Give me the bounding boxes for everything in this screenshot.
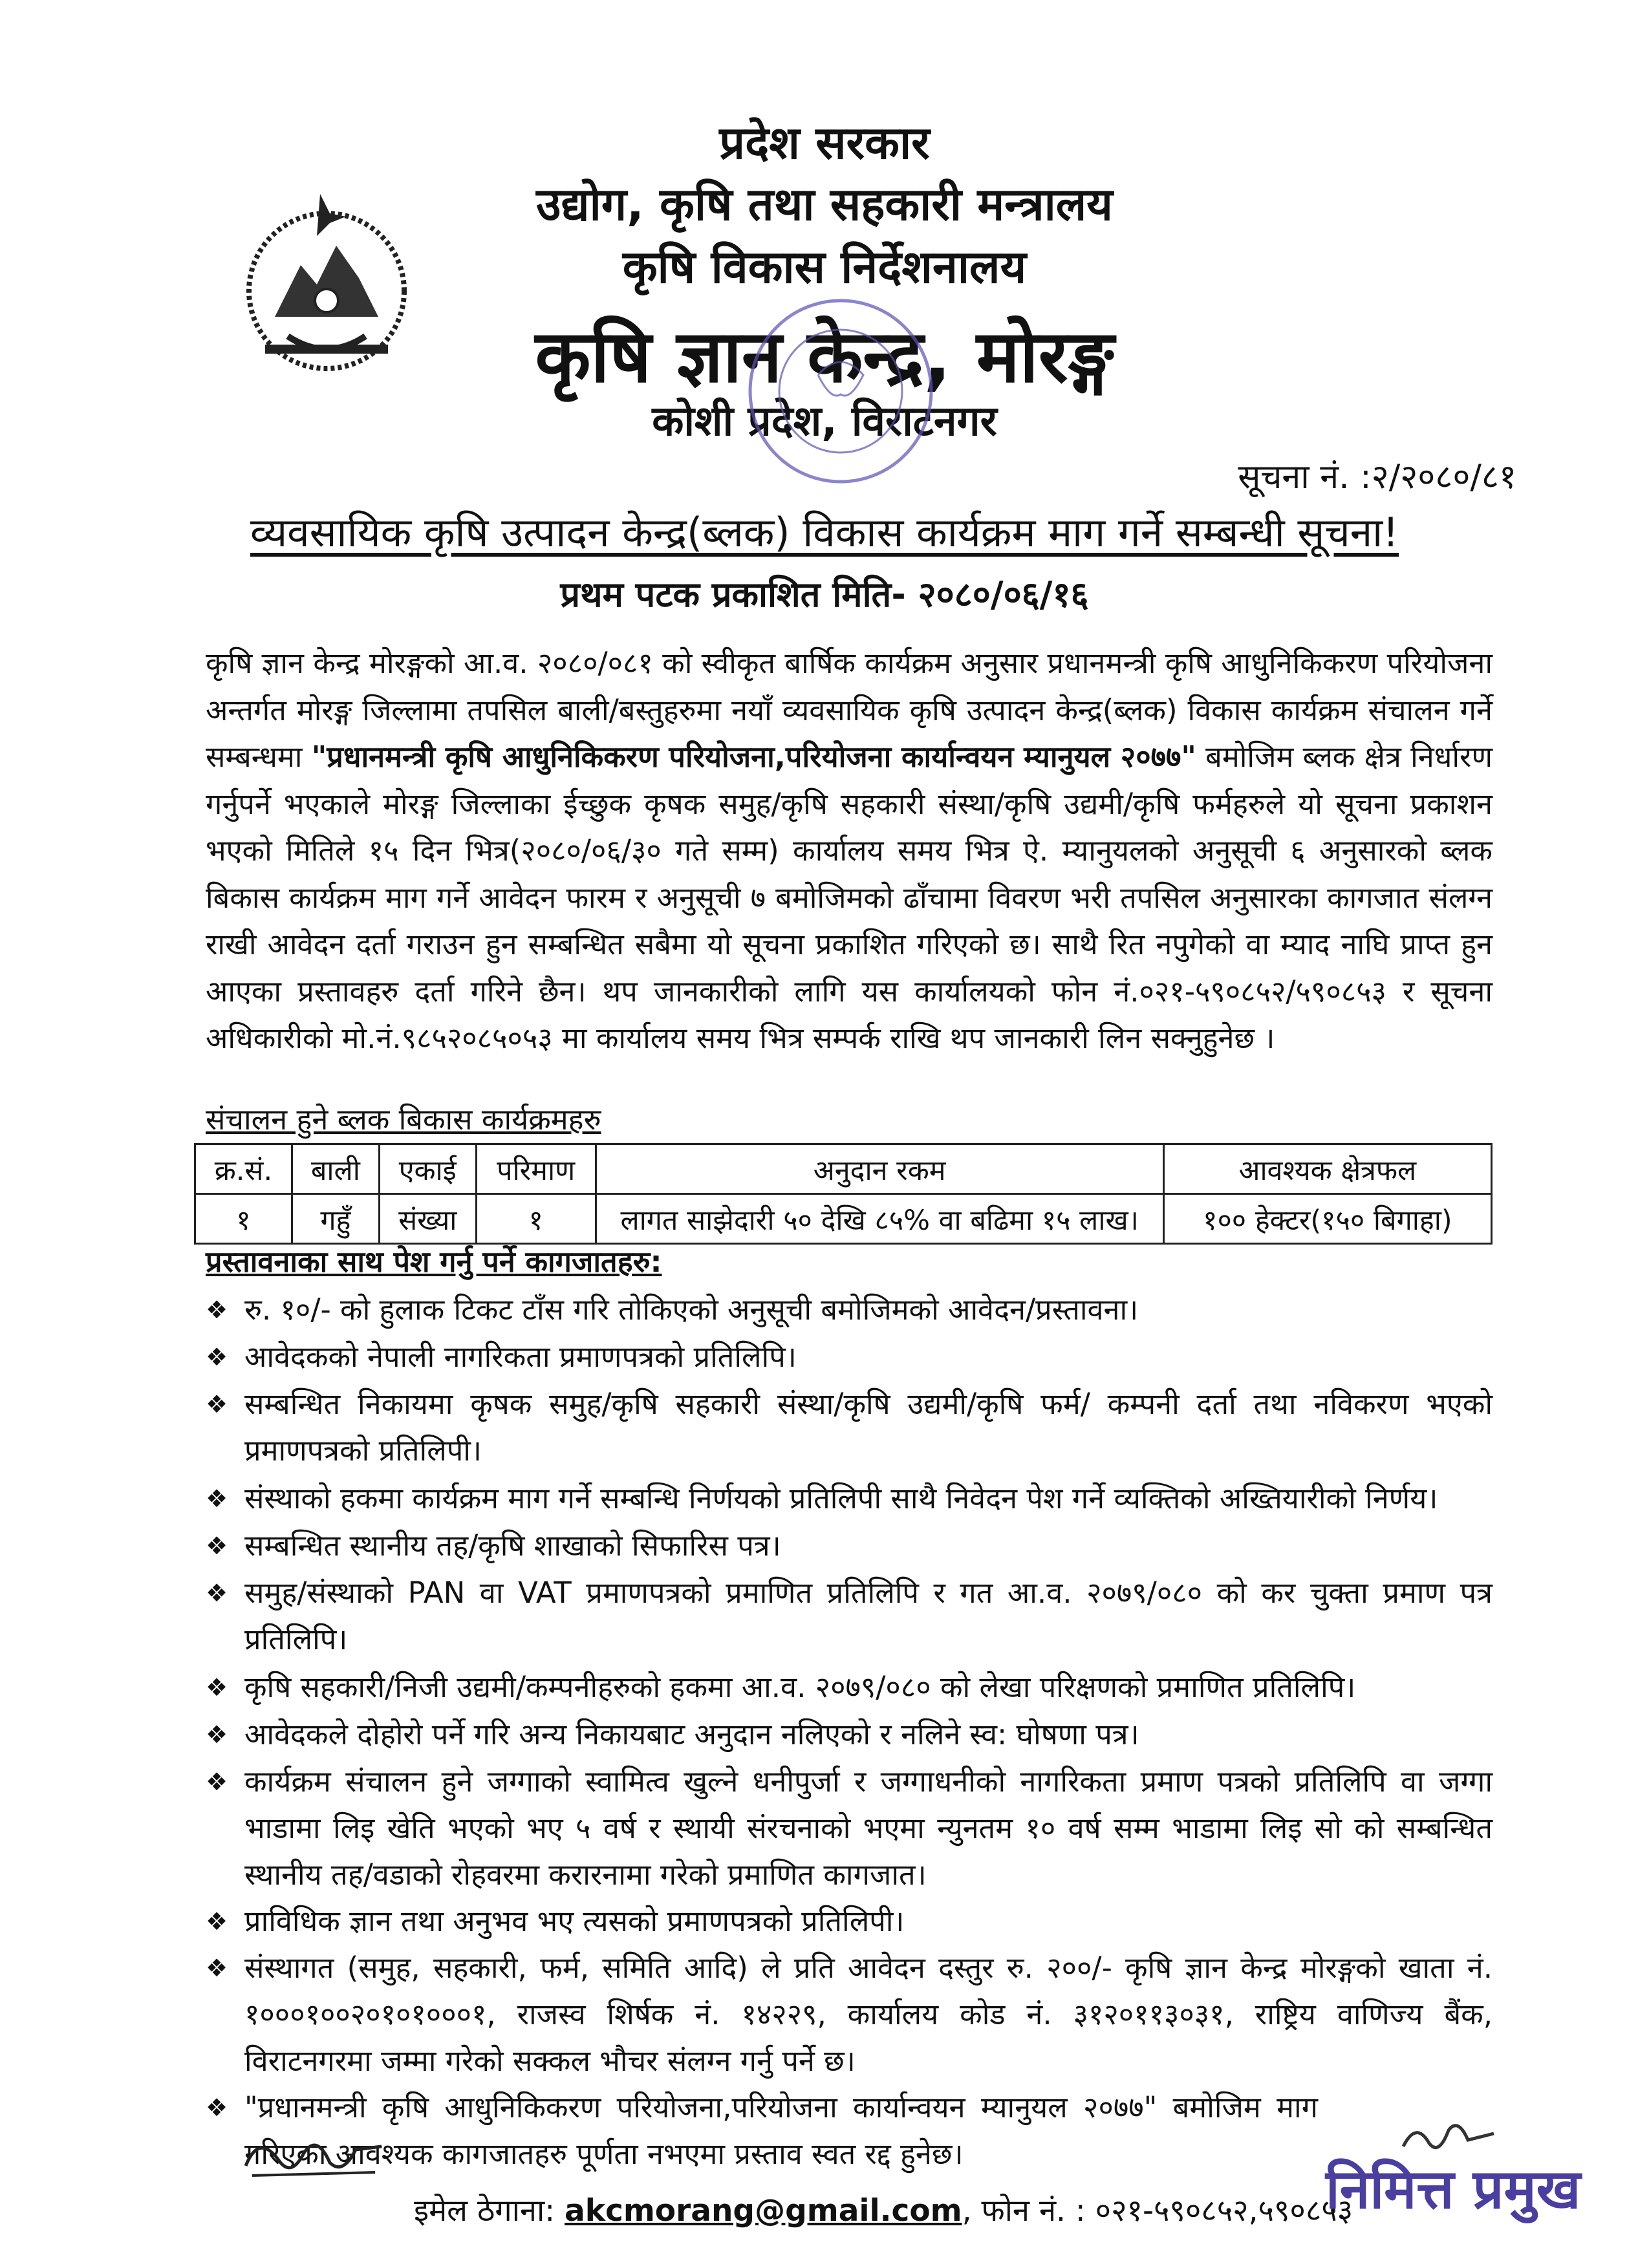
header-province: प्रदेश सरकार bbox=[719, 116, 930, 169]
cell-quantity: १ bbox=[476, 1194, 596, 1244]
phone-text: , फोन नं. : ०२१-५९०८५२,५९०८५३ bbox=[962, 2193, 1353, 2229]
col-serial: क्र.सं. bbox=[195, 1144, 292, 1194]
chief-signature-stamp bbox=[1326, 2114, 1584, 2224]
list-item: ❖ संस्थागत (समुह, सहकारी, फर्म, समिति आदि) ले प्रति आवेदन दस्तुर रु. २००/- कृषि ज्ञान केन्द्र मोरङ्गको खाता नं. १०००१००२०१०१०००१, राजस्व शिर्षक नं. १४२२९, कार्यालय कोड नं. ३१२०११३०३१, राष्ट्रिय वाणिज्य बैंक, विराटनगरमा जम्मा गरेको सक्कल भौचर संलग्न गर्नु पर्ने छ। bbox=[206, 1945, 1493, 2084]
notice-body bbox=[206, 640, 1493, 1062]
diamond-bullet-icon: ❖ bbox=[206, 1579, 228, 1607]
notice-subject: व्यवसायिक कृषि उत्पादन केन्द्र(ब्लक) विकास कार्यक्रम माग गर्ने सम्बन्धी सूचना! bbox=[250, 509, 1399, 556]
diamond-bullet-icon: ❖ bbox=[206, 1343, 228, 1371]
list-item: ❖ "प्रधानमन्त्री कृषि आधुनिकिकरण परियोजना,परियोजना कार्यान्वयन म्यानुयल २०७७" बमोजिम माग गरिएका आवश्यक कागजातहरु पूर्णता नभएमा प्रस्ताव स्वत रद्द हुनेछ। bbox=[206, 2084, 1318, 2177]
list-item: ❖ संस्थाको हकमा कार्यक्रम माग गर्ने सम्बन्धि निर्णयको प्रतिलिपी साथै निवेदन पेश गर्ने व्यक्तिको अख्तियारीको निर्णय। bbox=[206, 1475, 1493, 1522]
list-item: ❖ सम्बन्धित स्थानीय तह/कृषि शाखाको सिफारिस पत्र। bbox=[206, 1523, 1493, 1569]
list-item: ❖ समुह/संस्थाको PAN वा VAT प्रमाणपत्रको प्रमाणित प्रतिलिपि र गत आ.व. २०७९/०८० को कर चुक्ता प्रमाण पत्र प्रतिलिपि। bbox=[206, 1570, 1493, 1663]
diamond-bullet-icon: ❖ bbox=[206, 2093, 228, 2122]
cell-required-area: १०० हेक्टर(१५० बिगाहा) bbox=[1163, 1194, 1491, 1244]
table-header-row bbox=[195, 1144, 1492, 1194]
list-item: ❖ सम्बन्धित निकायमा कृषक समुह/कृषि सहकारी संस्था/कृषि उद्यमी/कृषि फर्म/ कम्पनी दर्ता तथा नविकरण भएको प्रमाणपत्रको प्रतिलिपी। bbox=[206, 1381, 1493, 1474]
cell-grant-amount: लागत साझेदारी ५० देखि ८५% वा बढिमा १५ लाख। bbox=[596, 1194, 1163, 1244]
diamond-bullet-icon: ❖ bbox=[206, 1720, 228, 1749]
diamond-bullet-icon: ❖ bbox=[206, 1954, 228, 1982]
notice-number: सूचना नं. :२/२०८०/८१ bbox=[1238, 458, 1516, 497]
col-grant-amount: अनुदान रकम bbox=[596, 1144, 1163, 1194]
header-location: कोशी प्रदेश, विराटनगर bbox=[652, 398, 997, 445]
col-quantity: परिमाण bbox=[476, 1144, 596, 1194]
diamond-bullet-icon: ❖ bbox=[206, 1532, 228, 1560]
diamond-bullet-icon: ❖ bbox=[206, 1484, 228, 1513]
table-row bbox=[195, 1194, 1492, 1244]
list-item: ❖ कार्यक्रम संचालन हुने जग्गाको स्वामित्व खुल्ने धनीपुर्जा र जग्गाधनीको नागरिकता प्रमाण पत्रको प्रतिलिपि वा जग्गा भाडामा लिइ खेति भएको भए ५ वर्ष र स्थायी संरचनाको भएमा न्युनतम १० वर्ष सम्म भाडामा लिइ सो को सम्बन्धित स्थानीय तह/वडाको रोहवरमा करारनामा गरेको प्रमाणित कागजात। bbox=[206, 1759, 1493, 1898]
cell-serial: १ bbox=[195, 1194, 292, 1244]
diamond-bullet-icon: ❖ bbox=[206, 1907, 228, 1936]
col-required-area: आवश्यक क्षेत्रफल bbox=[1163, 1144, 1491, 1194]
list-item: ❖ प्राविधिक ज्ञान तथा अनुभव भए त्यसको प्रमाणपत्रको प्रतिलिपी। bbox=[206, 1898, 1493, 1945]
cell-unit: संख्या bbox=[379, 1194, 476, 1244]
list-item: ❖ आवेदकले दोहोरो पर्ने गरि अन्य निकायबाट अनुदान नलिएको र नलिने स्व: घोषणा पत्र। bbox=[206, 1711, 1493, 1758]
documents-title: प्रस्तावनाका साथ पेश गर्नु पर्ने कागजातहरु: bbox=[206, 1245, 662, 1279]
body-manual-reference: "प्रधानमन्त्री कृषि आधुनिकिकरण परियोजना,परियोजना कार्यान्वयन म्यानुयल २०७७" bbox=[311, 740, 1196, 774]
header-directorate: कृषि विकास निर्देशनालय bbox=[622, 241, 1027, 294]
diamond-bullet-icon: ❖ bbox=[206, 1673, 228, 1702]
publication-date: प्रथम पटक प्रकाशित मिति- २०८०/०६/१६ bbox=[560, 574, 1089, 615]
list-item: ❖ रु. १०/- को हुलाक टिकट टाँस गरि तोकिएको अनुसूची बमोजिमको आवेदन/प्रस्तावना। bbox=[206, 1287, 1493, 1333]
body-part-2: बमोजिम ब्लक क्षेत्र निर्धारण गर्नुपर्ने भएकाले मोरङ्ग जिल्लाका ईच्छुक कृषक समुह/कृषि सहकारी संस्था/कृषि उद्यमी/कृषि फर्महरुले यो सूचना प्रकाशन भएको मितिले १५ दिन भित्र(२०८०/०६/३० गते सम्म) कार्यालय समय भित्र ऐ. म्यानुयलको अनुसूची ६ अनुसारको ब्लक बिकास कार्यक्रम माग गर्ने आवेदन फारम र अनुसूची ७ बमोजिमको ढाँचामा विवरण भरी तपसिल अनुसारका कागजात संलग्न राखी आवेदन दर्ता गराउन हुन सम्बन्धित सबैमा यो सूचना प्रकाशित गरिएको छ। साथै रित नपुगेको वा म्याद नाघि प्राप्त हुन आएका प्रस्तावहरु दर्ता गरिने छैन। थप जानकारीको लागि यस कार्यालयको फोन नं.०२१-५९०८५२/५९०८५३ र सूचना अधिकारीको मो.नं.९८५२०८५०५३ मा कार्यालय समय भित्र सम्पर्क राखि थप जानकारी लिन सक्नुहुनेछ । bbox=[206, 740, 1493, 1055]
email-link[interactable]: akcmorang@gmail.com bbox=[564, 2193, 962, 2229]
list-item: ❖ आवेदकको नेपाली नागरिकता प्रमाणपत्रको प्रतिलिपि। bbox=[206, 1334, 1493, 1380]
email-label: इमेल ठेगाना: bbox=[414, 2193, 555, 2229]
cell-crop: गहुँ bbox=[292, 1194, 379, 1244]
program-table-title: संचालन हुने ब्लक बिकास कार्यक्रमहरु bbox=[206, 1102, 601, 1137]
acting-chief-stamp: निमित्त प्रमुख bbox=[1326, 2157, 1581, 2221]
diamond-bullet-icon: ❖ bbox=[206, 1296, 228, 1324]
contact-footer bbox=[414, 2188, 1353, 2230]
diamond-bullet-icon: ❖ bbox=[206, 1390, 228, 1418]
header-office: कृषि ज्ञान केन्द्र, मोरङ्ग bbox=[535, 315, 1114, 399]
office-stamp-icon bbox=[740, 291, 941, 491]
diamond-bullet-icon: ❖ bbox=[206, 1768, 228, 1796]
program-table bbox=[194, 1143, 1493, 1245]
body-part-1: कृषि ज्ञान केन्द्र मोरङ्गको आ.व. २०८०/०८१ को स्वीकृत बार्षिक कार्यक्रम अनुसार प्रधानमन्त्री कृषि आधुनिकिकरण परियोजना अन्तर्गत मोरङ्ग जिल्लामा तपसिल बाली/बस्तुहरुमा नयाँ व्यवसायिक कृषि उत्पादन केन्द्र(ब्लक) विकास कार्यक्रम संचालन गर्ने सम्बन्धमा bbox=[206, 646, 1493, 774]
list-item: ❖ कृषि सहकारी/निजी उद्यमी/कम्पनीहरुको हकमा आ.व. २०७९/०८० को लेखा परिक्षणको प्रमाणित प्रतिलिपि। bbox=[206, 1664, 1493, 1711]
col-unit: एकाई bbox=[379, 1144, 476, 1194]
col-crop: बाली bbox=[292, 1144, 379, 1194]
signature-left-icon bbox=[239, 2127, 388, 2185]
header-ministry: उद्योग, कृषि तथा सहकारी मन्त्रालय bbox=[536, 178, 1113, 231]
